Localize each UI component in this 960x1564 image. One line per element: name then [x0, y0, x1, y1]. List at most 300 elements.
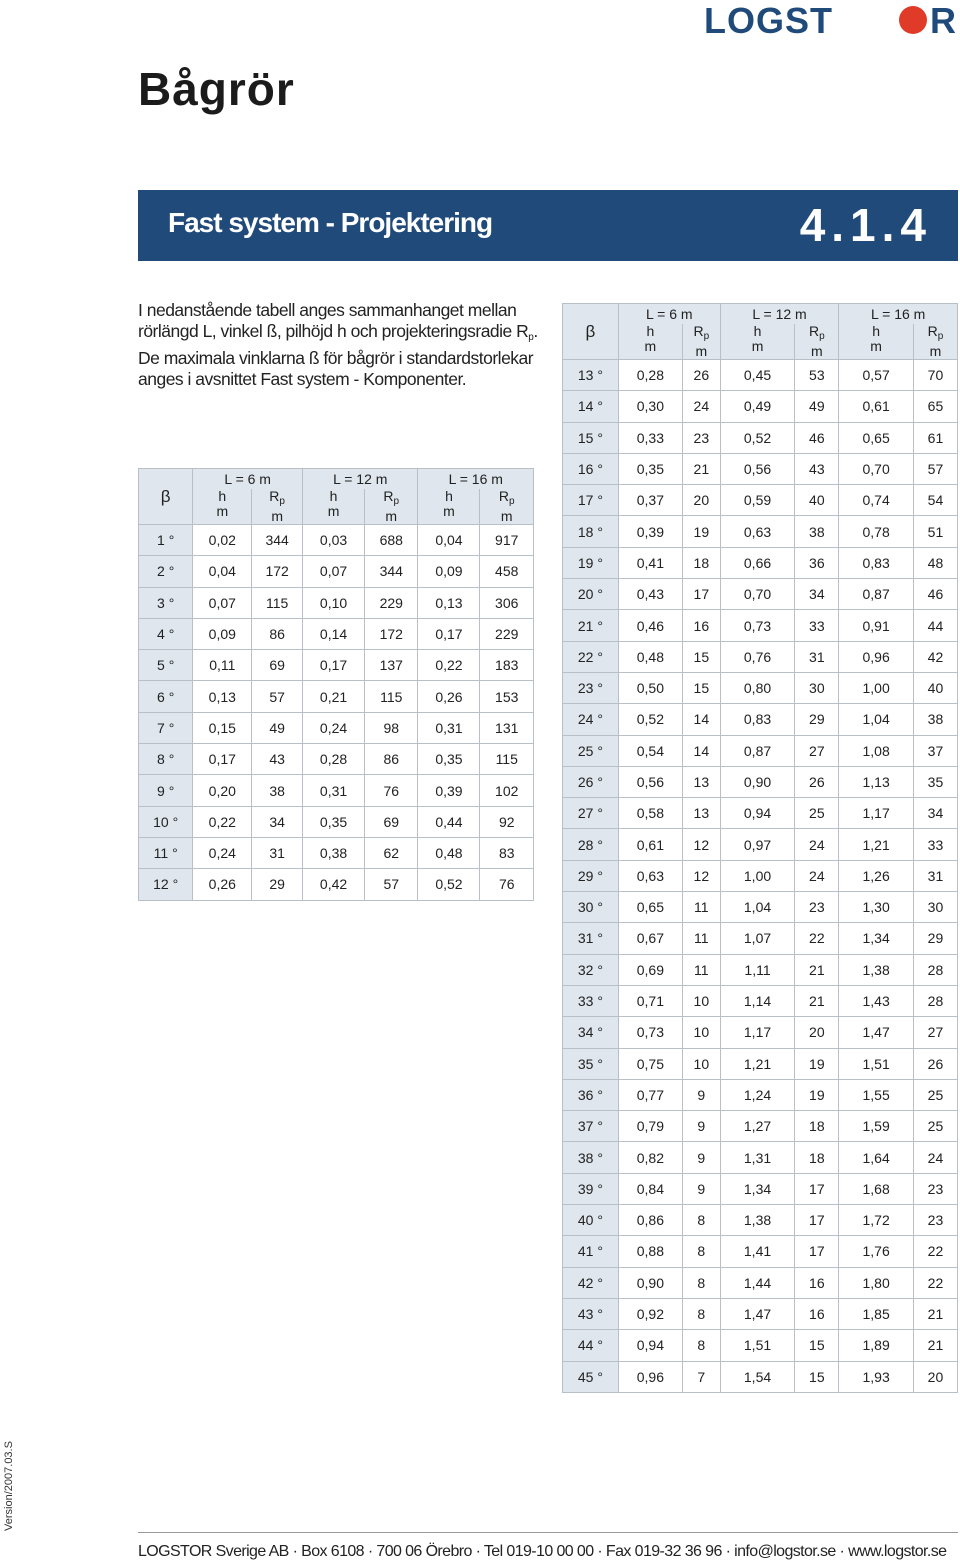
table-row — [563, 516, 958, 547]
rp-value-cell: 23 — [913, 1173, 957, 1204]
h-value-cell: 0,59 — [720, 485, 795, 516]
rp-value-cell: 46 — [795, 422, 839, 453]
h-value-cell: 0,52 — [720, 422, 795, 453]
h-value-cell: 0,67 — [618, 923, 682, 954]
h-column-header: h m — [193, 489, 252, 525]
logo-o-circle — [899, 6, 927, 34]
h-value-cell: 0,07 — [303, 556, 365, 587]
rp-value-cell: 86 — [252, 618, 303, 649]
h-value-cell: 0,26 — [193, 869, 252, 900]
subheader-row — [563, 324, 958, 360]
h-value-cell: 1,11 — [720, 954, 795, 985]
rp-value-cell: 29 — [913, 923, 957, 954]
h-value-cell: 1,13 — [839, 766, 914, 797]
table-body — [139, 525, 534, 901]
rp-value-cell: 44 — [913, 610, 957, 641]
rp-value-cell: 42 — [913, 641, 957, 672]
h-value-cell: 1,44 — [720, 1267, 795, 1298]
intro-paragraph-1: I nedanstående tabell anges sammanhanget mellan rörlängd L, vinkel ß, pilhöjd h och projekteringsradie $R_p$. — [138, 300, 538, 343]
rp-value-cell: 53 — [795, 360, 839, 391]
rp-value-cell: 10 — [682, 1017, 720, 1048]
h-value-cell: 1,47 — [720, 1298, 795, 1329]
h-value-cell: 0,30 — [618, 391, 682, 422]
intro-text — [138, 300, 538, 390]
rp-value-cell: 688 — [365, 525, 418, 556]
h-value-cell: 0,39 — [618, 516, 682, 547]
rp-value-cell: 23 — [913, 1205, 957, 1236]
rp-value-cell: 20 — [682, 485, 720, 516]
h-value-cell: 0,70 — [720, 579, 795, 610]
h-value-cell: 0,61 — [618, 829, 682, 860]
h-value-cell: 0,22 — [193, 806, 252, 837]
rp-value-cell: 38 — [795, 516, 839, 547]
h-value-cell: 1,72 — [839, 1205, 914, 1236]
h-value-cell: 1,54 — [720, 1361, 795, 1392]
rp-value-cell: 21 — [682, 453, 720, 484]
rp-value-cell: 28 — [913, 954, 957, 985]
angle-cell: 33 ° — [563, 985, 619, 1016]
rp-value-cell: 8 — [682, 1330, 720, 1361]
rp-value-cell: 137 — [365, 650, 418, 681]
rp-value-cell: 115 — [365, 681, 418, 712]
rp-column-header: $R_p$ m — [795, 324, 839, 360]
rp-value-cell: 30 — [795, 672, 839, 703]
h-column-header: h m — [418, 489, 480, 525]
rp-value-cell: 344 — [252, 525, 303, 556]
table-row — [139, 618, 534, 649]
rp-value-cell: 15 — [682, 641, 720, 672]
h-value-cell: 0,20 — [193, 775, 252, 806]
angle-cell: 44 ° — [563, 1330, 619, 1361]
h-value-cell: 0,96 — [618, 1361, 682, 1392]
h-value-cell: 0,03 — [303, 525, 365, 556]
angle-cell: 10 ° — [139, 806, 193, 837]
rp-value-cell: 10 — [682, 985, 720, 1016]
table-row — [139, 869, 534, 900]
angle-cell: 9 ° — [139, 775, 193, 806]
h-value-cell: 0,86 — [618, 1205, 682, 1236]
table-row — [563, 766, 958, 797]
rp-value-cell: 18 — [682, 547, 720, 578]
h-value-cell: 0,97 — [720, 829, 795, 860]
table-row — [563, 1111, 958, 1142]
angle-cell: 39 ° — [563, 1173, 619, 1204]
h-value-cell: 0,52 — [618, 704, 682, 735]
h-value-cell: 1,76 — [839, 1236, 914, 1267]
h-value-cell: 0,50 — [618, 672, 682, 703]
table-row — [563, 453, 958, 484]
rp-value-cell: 62 — [365, 837, 418, 868]
rp-value-cell: 38 — [252, 775, 303, 806]
page-title: Bågrör — [138, 63, 295, 115]
rp-value-cell: 17 — [795, 1205, 839, 1236]
banner-title: Fast system - Projektering — [168, 207, 493, 238]
table-row — [139, 806, 534, 837]
h-value-cell: 0,24 — [193, 837, 252, 868]
h-value-cell: 0,28 — [618, 360, 682, 391]
h-value-cell: 0,79 — [618, 1111, 682, 1142]
angle-cell: 15 ° — [563, 422, 619, 453]
section-banner — [138, 190, 958, 261]
h-value-cell: 1,68 — [839, 1173, 914, 1204]
h-value-cell: 0,49 — [720, 391, 795, 422]
h-value-cell: 1,51 — [839, 1048, 914, 1079]
h-value-cell: 0,33 — [618, 422, 682, 453]
table-row — [563, 798, 958, 829]
table-row — [139, 712, 534, 743]
angle-cell: 30 ° — [563, 892, 619, 923]
h-value-cell: 0,35 — [618, 453, 682, 484]
rp-value-cell: 344 — [365, 556, 418, 587]
rp-value-cell: 16 — [795, 1298, 839, 1329]
h-value-cell: 0,88 — [618, 1236, 682, 1267]
h-value-cell: 0,87 — [839, 579, 914, 610]
table-row — [563, 923, 958, 954]
angle-cell: 22 ° — [563, 641, 619, 672]
rp-column-header: $R_p$ m — [913, 324, 957, 360]
angle-cell: 36 ° — [563, 1079, 619, 1110]
rp-value-cell: 917 — [480, 525, 534, 556]
h-value-cell: 0,73 — [720, 610, 795, 641]
rp-value-cell: 306 — [480, 587, 534, 618]
table-row — [563, 641, 958, 672]
rp-value-cell: 37 — [913, 735, 957, 766]
table-row — [139, 650, 534, 681]
h-value-cell: 0,14 — [303, 618, 365, 649]
group-header-l6: L = 6 m — [193, 469, 303, 490]
h-value-cell: 0,65 — [839, 422, 914, 453]
rp-value-cell: 33 — [795, 610, 839, 641]
h-value-cell: 0,21 — [303, 681, 365, 712]
angle-cell: 32 ° — [563, 954, 619, 985]
rp-value-cell: 229 — [480, 618, 534, 649]
rp-value-cell: 38 — [913, 704, 957, 735]
angle-cell: 14 ° — [563, 391, 619, 422]
rp-value-cell: 31 — [252, 837, 303, 868]
rp-column-header: $R_p$ m — [682, 324, 720, 360]
rp-value-cell: 11 — [682, 954, 720, 985]
rp-value-cell: 229 — [365, 587, 418, 618]
h-value-cell: 0,77 — [618, 1079, 682, 1110]
h-value-cell: 1,34 — [839, 923, 914, 954]
rp-value-cell: 18 — [795, 1142, 839, 1173]
table-row — [139, 837, 534, 868]
h-column-header: h m — [618, 324, 682, 360]
h-value-cell: 1,17 — [720, 1017, 795, 1048]
h-value-cell: 0,42 — [303, 869, 365, 900]
rp-value-cell: 34 — [252, 806, 303, 837]
rp-value-cell: 69 — [365, 806, 418, 837]
rp-value-cell: 43 — [795, 453, 839, 484]
table-row — [563, 1205, 958, 1236]
h-value-cell: 1,04 — [839, 704, 914, 735]
angle-cell: 43 ° — [563, 1298, 619, 1329]
angle-cell: 45 ° — [563, 1361, 619, 1392]
rp-value-cell: 48 — [913, 547, 957, 578]
rp-value-cell: 51 — [913, 516, 957, 547]
rp-value-cell: 15 — [682, 672, 720, 703]
rp-value-cell: 21 — [795, 985, 839, 1016]
rp-value-cell: 11 — [682, 923, 720, 954]
h-value-cell: 0,17 — [303, 650, 365, 681]
rp-value-cell: 35 — [913, 766, 957, 797]
rp-value-cell: 23 — [682, 422, 720, 453]
h-value-cell: 0,94 — [618, 1330, 682, 1361]
h-value-cell: 0,90 — [618, 1267, 682, 1298]
rp-value-cell: 458 — [480, 556, 534, 587]
table-row — [563, 1330, 958, 1361]
h-value-cell: 1,08 — [839, 735, 914, 766]
h-value-cell: 1,34 — [720, 1173, 795, 1204]
bend-table-2 — [562, 303, 958, 1393]
rp-value-cell: 20 — [795, 1017, 839, 1048]
h-value-cell: 1,04 — [720, 892, 795, 923]
angle-cell: 13 ° — [563, 360, 619, 391]
rp-value-cell: 36 — [795, 547, 839, 578]
rp-value-cell: 29 — [252, 869, 303, 900]
rp-value-cell: 61 — [913, 422, 957, 453]
rp-value-cell: 31 — [795, 641, 839, 672]
angle-cell: 21 ° — [563, 610, 619, 641]
h-value-cell: 0,35 — [303, 806, 365, 837]
h-value-cell: 0,11 — [193, 650, 252, 681]
rp-value-cell: 24 — [795, 829, 839, 860]
beta-header: β — [563, 304, 619, 360]
h-value-cell: 1,14 — [720, 985, 795, 1016]
rp-value-cell: 17 — [795, 1173, 839, 1204]
bend-table-1 — [138, 468, 534, 901]
h-value-cell: 0,76 — [720, 641, 795, 672]
h-value-cell: 0,41 — [618, 547, 682, 578]
angle-cell: 16 ° — [563, 453, 619, 484]
table-row — [563, 1173, 958, 1204]
rp-value-cell: 49 — [795, 391, 839, 422]
table-row — [563, 391, 958, 422]
h-value-cell: 0,48 — [418, 837, 480, 868]
h-value-cell: 0,17 — [418, 618, 480, 649]
rp-value-cell: 92 — [480, 806, 534, 837]
group-header-l16: L = 16 m — [418, 469, 534, 490]
table-row — [563, 1298, 958, 1329]
angle-cell: 6 ° — [139, 681, 193, 712]
h-value-cell: 0,07 — [193, 587, 252, 618]
h-value-cell: 1,30 — [839, 892, 914, 923]
table-row — [563, 892, 958, 923]
table-row — [563, 985, 958, 1016]
rp-value-cell: 183 — [480, 650, 534, 681]
table-row — [563, 547, 958, 578]
h-value-cell: 1,59 — [839, 1111, 914, 1142]
h-value-cell: 0,31 — [418, 712, 480, 743]
h-value-cell: 0,90 — [720, 766, 795, 797]
h-value-cell: 1,17 — [839, 798, 914, 829]
footer-divider — [138, 1532, 958, 1533]
h-column-header: h m — [839, 324, 914, 360]
rp-value-cell: 19 — [795, 1048, 839, 1079]
rp-value-cell: 20 — [913, 1361, 957, 1392]
rp-value-cell: 24 — [913, 1142, 957, 1173]
beta-header: β — [139, 469, 193, 525]
table-row — [563, 422, 958, 453]
rp-value-cell: 27 — [913, 1017, 957, 1048]
h-value-cell: 0,15 — [193, 712, 252, 743]
h-column-header: h m — [303, 489, 365, 525]
angle-cell: 18 ° — [563, 516, 619, 547]
rp-value-cell: 9 — [682, 1173, 720, 1204]
rp-value-cell: 16 — [682, 610, 720, 641]
angle-cell: 11 ° — [139, 837, 193, 868]
rp-value-cell: 40 — [795, 485, 839, 516]
rp-value-cell: 153 — [480, 681, 534, 712]
table-row — [563, 1079, 958, 1110]
h-value-cell: 0,83 — [839, 547, 914, 578]
table-row — [563, 954, 958, 985]
angle-cell: 19 ° — [563, 547, 619, 578]
h-value-cell: 0,73 — [618, 1017, 682, 1048]
h-value-cell: 0,78 — [839, 516, 914, 547]
h-value-cell: 0,09 — [193, 618, 252, 649]
rp-column-header: $R_p$ m — [252, 489, 303, 525]
h-value-cell: 0,26 — [418, 681, 480, 712]
h-value-cell: 0,54 — [618, 735, 682, 766]
h-value-cell: 0,61 — [839, 391, 914, 422]
table-row — [563, 735, 958, 766]
rp-value-cell: 25 — [795, 798, 839, 829]
table-row — [139, 556, 534, 587]
h-value-cell: 0,63 — [720, 516, 795, 547]
angle-cell: 20 ° — [563, 579, 619, 610]
h-value-cell: 0,83 — [720, 704, 795, 735]
h-value-cell: 0,52 — [418, 869, 480, 900]
h-value-cell: 0,80 — [720, 672, 795, 703]
angle-cell: 7 ° — [139, 712, 193, 743]
angle-cell: 40 ° — [563, 1205, 619, 1236]
angle-cell: 17 ° — [563, 485, 619, 516]
table-row — [563, 1267, 958, 1298]
h-value-cell: 0,09 — [418, 556, 480, 587]
rp-value-cell: 15 — [795, 1361, 839, 1392]
rp-value-cell: 7 — [682, 1361, 720, 1392]
h-value-cell: 1,24 — [720, 1079, 795, 1110]
angle-cell: 26 ° — [563, 766, 619, 797]
rp-value-cell: 26 — [913, 1048, 957, 1079]
h-value-cell: 1,38 — [839, 954, 914, 985]
h-value-cell: 0,28 — [303, 744, 365, 775]
rp-value-cell: 10 — [682, 1048, 720, 1079]
rp-value-cell: 19 — [795, 1079, 839, 1110]
angle-cell: 37 ° — [563, 1111, 619, 1142]
rp-value-cell: 21 — [913, 1330, 957, 1361]
h-value-cell: 0,48 — [618, 641, 682, 672]
h-value-cell: 0,44 — [418, 806, 480, 837]
h-value-cell: 1,00 — [720, 860, 795, 891]
table-row — [139, 681, 534, 712]
rp-value-cell: 98 — [365, 712, 418, 743]
rp-value-cell: 131 — [480, 712, 534, 743]
rp-value-cell: 33 — [913, 829, 957, 860]
logstor-logo — [704, 0, 960, 40]
rp-value-cell: 19 — [682, 516, 720, 547]
rp-value-cell: 21 — [795, 954, 839, 985]
table-row — [563, 672, 958, 703]
rp-value-cell: 23 — [795, 892, 839, 923]
rp-value-cell: 31 — [913, 860, 957, 891]
rp-value-cell: 14 — [682, 735, 720, 766]
h-value-cell: 1,00 — [839, 672, 914, 703]
rp-value-cell: 17 — [682, 579, 720, 610]
rp-value-cell: 57 — [365, 869, 418, 900]
rp-value-cell: 12 — [682, 860, 720, 891]
rp-value-cell: 25 — [913, 1079, 957, 1110]
rp-value-cell: 17 — [795, 1236, 839, 1267]
rp-value-cell: 115 — [480, 744, 534, 775]
logo-text-a: LOGST — [704, 0, 833, 40]
h-value-cell: 1,85 — [839, 1298, 914, 1329]
h-value-cell: 0,46 — [618, 610, 682, 641]
h-value-cell: 0,04 — [193, 556, 252, 587]
h-value-cell: 0,57 — [839, 360, 914, 391]
h-value-cell: 0,71 — [618, 985, 682, 1016]
angle-cell: 27 ° — [563, 798, 619, 829]
h-value-cell: 0,94 — [720, 798, 795, 829]
group-header-l6: L = 6 m — [618, 304, 720, 325]
table-row — [139, 525, 534, 556]
h-value-cell: 0,45 — [720, 360, 795, 391]
h-value-cell: 0,13 — [418, 587, 480, 618]
rp-value-cell: 11 — [682, 892, 720, 923]
table-row — [139, 775, 534, 806]
angle-cell: 12 ° — [139, 869, 193, 900]
table-row — [563, 610, 958, 641]
rp-value-cell: 13 — [682, 766, 720, 797]
h-value-cell: 0,65 — [618, 892, 682, 923]
h-value-cell: 0,69 — [618, 954, 682, 985]
rp-value-cell: 8 — [682, 1298, 720, 1329]
angle-cell: 5 ° — [139, 650, 193, 681]
h-value-cell: 1,55 — [839, 1079, 914, 1110]
rp-value-cell: 21 — [913, 1298, 957, 1329]
rp-value-cell: 86 — [365, 744, 418, 775]
rp-value-cell: 30 — [913, 892, 957, 923]
rp-column-header: $R_p$ m — [365, 489, 418, 525]
h-value-cell: 0,37 — [618, 485, 682, 516]
h-value-cell: 0,96 — [839, 641, 914, 672]
h-value-cell: 0,22 — [418, 650, 480, 681]
rp-value-cell: 8 — [682, 1267, 720, 1298]
angle-cell: 4 ° — [139, 618, 193, 649]
rp-value-cell: 40 — [913, 672, 957, 703]
angle-cell: 23 ° — [563, 672, 619, 703]
angle-cell: 29 ° — [563, 860, 619, 891]
rp-value-cell: 25 — [913, 1111, 957, 1142]
h-value-cell: 1,26 — [839, 860, 914, 891]
angle-cell: 3 ° — [139, 587, 193, 618]
h-value-cell: 0,31 — [303, 775, 365, 806]
table-row — [563, 485, 958, 516]
angle-cell: 24 ° — [563, 704, 619, 735]
rp-value-cell: 13 — [682, 798, 720, 829]
h-value-cell: 0,24 — [303, 712, 365, 743]
table-row — [563, 829, 958, 860]
rp-value-cell: 26 — [795, 766, 839, 797]
h-value-cell: 0,13 — [193, 681, 252, 712]
h-value-cell: 0,63 — [618, 860, 682, 891]
h-value-cell: 1,31 — [720, 1142, 795, 1173]
h-value-cell: 0,75 — [618, 1048, 682, 1079]
rp-value-cell: 22 — [913, 1267, 957, 1298]
h-value-cell: 0,56 — [720, 453, 795, 484]
rp-value-cell: 24 — [795, 860, 839, 891]
